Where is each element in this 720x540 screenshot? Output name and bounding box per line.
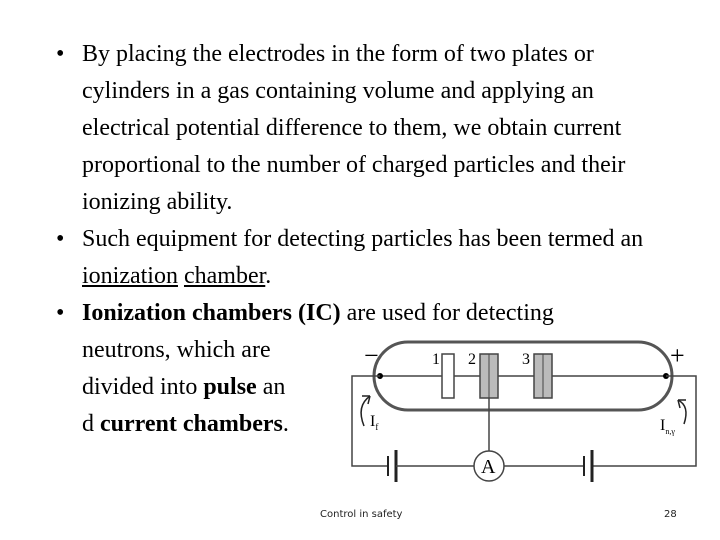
bullet-3-line4b: . — [282, 411, 289, 437]
left-current-label: $I_f$ — [370, 413, 379, 432]
bullet-3-line2: neutrons, which are — [82, 337, 271, 363]
term-ionization: ionization — [82, 263, 178, 289]
electrode-2-label: 2 — [468, 351, 476, 368]
bullet-1-text: By placing the electrodes in the form of two plates or cylinders in a gas containing volume and applying an electrical potential difference to them, we obtain current proportional to the number of charged particles and their ionizing ability. — [82, 41, 626, 215]
bullet-3-line1: are used for detecting — [340, 300, 554, 326]
period: . — [265, 263, 272, 289]
current-chambers-term: current chambers — [100, 411, 283, 437]
ic-term: Ionization chambers (IC) — [82, 300, 341, 326]
electrode-1-label: 1 — [432, 351, 440, 368]
term-chamber: chamber — [183, 263, 266, 289]
electrode-1 — [442, 354, 454, 398]
bullet-3-line3: divided into — [82, 374, 204, 400]
electrode-3-label: 3 — [522, 351, 530, 368]
pulse-term: pulse — [203, 374, 257, 400]
footer-title: Control in safety — [320, 509, 403, 520]
right-current-label: $I_{n,\gamma}$ — [660, 417, 675, 436]
circuit-right — [592, 376, 696, 466]
bullet-3-line4: d — [82, 411, 100, 437]
plus-sign: + — [670, 341, 685, 370]
ammeter-label: A — [481, 456, 496, 478]
bullet-3-line3b: an — [256, 374, 286, 400]
minus-sign: − — [364, 341, 379, 370]
page-number: 28 — [664, 509, 677, 520]
bullet-2 — [56, 221, 676, 295]
bullet-1 — [56, 36, 676, 221]
bullet-2-text: Such equipment for detecting particles has been termed an — [82, 226, 644, 252]
ionization-chamber-diagram — [340, 330, 710, 500]
